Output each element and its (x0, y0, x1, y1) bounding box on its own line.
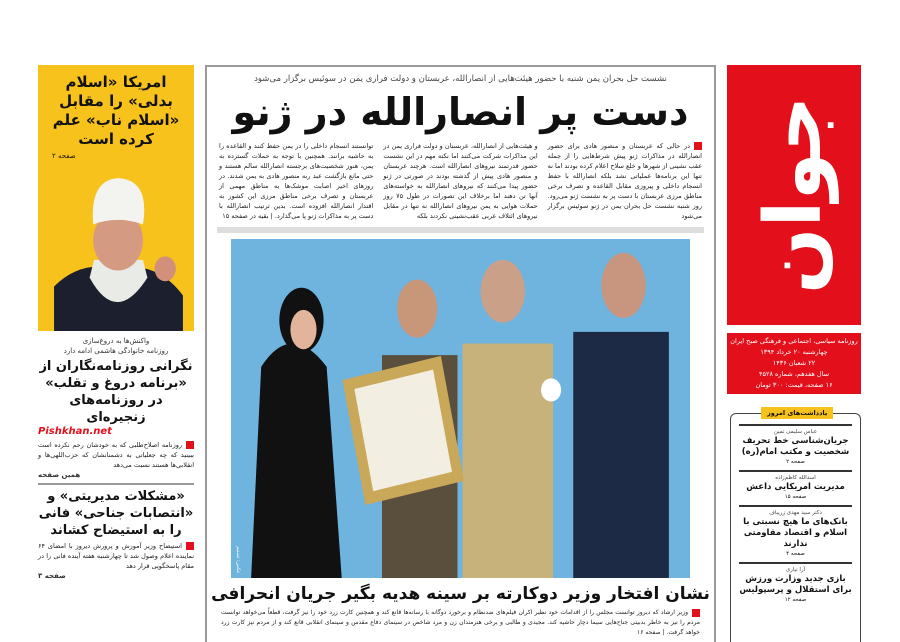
info-hijri-date: ۲۲ شعبان ۱۴۳۶ (772, 359, 816, 367)
todays-notes (730, 409, 861, 642)
watermark: Pishkhan.net (38, 426, 112, 437)
divider (217, 227, 704, 233)
kicker: روزنامه خانوادگی هاشمی ادامه دارد (63, 347, 169, 355)
photo-credit: عکس: تسنیم (235, 546, 241, 574)
story-body: روزنامه اصلاح‌طلبی که به خودشان رحم نکرده است ببینید که چه جعلیاتی به دشمنانشان که حزب‌اللهی‌ها و انقلابی‌ها هستند نسبت می‌دهد (38, 441, 194, 469)
note-item[interactable] (739, 562, 852, 604)
note-item[interactable] (739, 505, 852, 558)
notes-tag: یادداشت‌های امروز (761, 407, 833, 419)
kicker: واکنش‌ها به دروغ‌سازی (82, 337, 150, 345)
bullet-icon (694, 142, 702, 150)
story-page: همین صفحه (38, 471, 81, 479)
story-title: «مشکلات مدیریتی» و «انتصابات جناحی» فانی را به استیضاح کشاند (38, 489, 194, 538)
story-title: نگرانی روزنامه‌نگاران از «برنامه دروغ و تقلب» در روزنامه‌های زنجیره‌ای (39, 359, 193, 425)
photo-illustration (231, 239, 690, 578)
note-title: بازی جدید وزارت ورزش برای استقلال و پرسپولیس (739, 574, 852, 595)
note-page: صفحه ۱۲ (784, 597, 807, 603)
logo-text: جوان (749, 95, 839, 295)
left-column (38, 336, 194, 642)
lead-page: صفحه ۲ (52, 152, 76, 160)
story-page: صفحه ۳ (38, 572, 66, 580)
note-author: عباس سلیمی نمین (773, 429, 818, 435)
main-column: توانستند انسجام داخلی را در یمن حفظ کنند و القاعده را به حاشیه برانند. همچنین با توجه به حملات گسترده به یمن، هنوز شخصیت‌های برجسته انصارالله سالم هستند و حتی مانع بازگشت عبد ربه منصور هادی به یمن شدند. در روزهای اخیر اصابت موشک‌ها به مناطق مهمی از عربستان و تصرف برخی مناطق مرزی این کشور به اقتدار انصارالله افزوده است. بدین ترتیب انصارالله با دست پر به مذاکرات ژنو پا می‌گذارد. | بقیه در صفحه ۱۵ (219, 142, 374, 220)
main-column: در حالی که عربستان و منصور هادی برای حضور انصارالله در مذاکرات ژنو پیش شرط‌هایی را از جمله عقب نشینی از شهرها و خلع سلاح اعلام کرده بودند اما نه تنها این برنامه‌ها عملیاتی نشد بلکه انصارالله با حفظ انسجام داخلی و پیروزی مقابل القاعده و تصرف برخی مناطق مرزی عربستان با دست پر به نشست ژنو می‌رود. روز شنبه نشست حل بحران یمن در ژنو سوئیس برگزار می‌شود (547, 142, 702, 220)
note-page: صفحه ۲ (786, 459, 805, 465)
divider (38, 483, 194, 485)
masthead-logo[interactable] (727, 65, 861, 325)
info-line: روزنامه سیاسی، اجتماعی و فرهنگی صبح ایران (730, 337, 858, 345)
award-photo (231, 239, 690, 578)
note-title: بانک‌های ما هیچ نسبتی با اسلام و اقتصاد مقاومتی ندارند (743, 517, 848, 549)
note-page: صفحه ۱۵ (784, 494, 807, 500)
lead-title: امریکا «اسلام بدلی» را مقابل «اسلام ناب» علم کرده است (52, 73, 180, 148)
bullet-icon (692, 609, 700, 617)
note-author: اسدالله کاظم‌زاده (775, 475, 816, 481)
masthead-info (727, 333, 861, 394)
main-story[interactable] (205, 65, 716, 642)
note-page: صفحه ۴ (786, 551, 805, 557)
lead-story[interactable] (38, 65, 194, 331)
caption-body: وزیر ارشاد که دیروز توانست مجلس را از اقدامات خود نظیر اکران فیلم‌های ضدنظام و برخورد دوگانه با رسانه‌ها قانع کند و همچنین کارت زرد خود را نیز گرفت، قطعاً می‌خواهد توانست مردم را نیز به خاطر بدبینی جناح‌هایی سیما دچار حاشیه کند. مجیدی و طالبی و برخی هنرمندان زن و مرد شاخص در سینمای دفاع مقدس و سینمای انقلابی قانع کند و از مردم نیز کارت زرد خواهد گرفت. | صفحه ۱۶ (221, 609, 700, 636)
info-price: ۱۶ صفحه، قیمت: ۳۰۰ تومان (755, 381, 833, 389)
cleric-portrait (46, 171, 191, 331)
main-subtitle: نشست حل بحران یمن شنبه با حضور هیئت‌هایی از انصارالله، عربستان و دولت فراری یمن در سوئیس برگزار می‌شود (254, 74, 667, 84)
bullet-icon (186, 542, 194, 550)
info-issue: سال هفدهم، شماره ۴۵۲۸ (758, 370, 830, 378)
note-author: آرا نیاری (785, 567, 806, 573)
story-fani[interactable] (38, 488, 194, 581)
note-item[interactable] (739, 470, 852, 501)
story-body: استیضاح وزیر آموزش و پرورش دیروز با امضای ۶۴ نماینده اعلام وصول شد تا چهارشنبه هفته آینده فانی را در مقام پاسخگویی قرار دهد (38, 542, 194, 570)
note-title: مدیریت امریکایی داعش (746, 482, 845, 492)
caption-title: نشان افتخار وزیر دوکارته بر سینه هدیه بگیر جریان انحرافی (211, 584, 710, 604)
note-title: جریان‌شناسی خط تحریف شخصیت و مکتب امام(ره) (741, 436, 850, 457)
main-headline: دست پر انصارالله در ژنو (232, 90, 689, 134)
main-column: و هیئت‌هایی از انصارالله، عربستان و دولت فراری یمن در این مذاکرات شرکت می‌کنند اما نکته مهم در این نشست حضور قدرتمند نیروهای انصارالله است. هرچند عربستان و منصور هادی پیش از گذشته بودند در صورتی در ژنو حضور پیدا می‌کنند که نیروهای انصارالله به خواسته‌های آنها تن دهند اما برخلاف این تصورات در طول ۷۵ روز حملات هوایی به یمن نیروهای انصارالله نه تنها در مقابل نیروهای ائتلاف عربی عقب‌نشینی نکردند بلکه (383, 142, 538, 220)
note-author: دکتر سید مهدی زریباف (769, 510, 822, 516)
bullet-icon (186, 441, 194, 449)
story-journalists[interactable] (38, 336, 194, 480)
note-item[interactable] (739, 424, 852, 466)
info-date: چهارشنبه ۲۰ خرداد ۱۳۹۴ (760, 348, 828, 356)
